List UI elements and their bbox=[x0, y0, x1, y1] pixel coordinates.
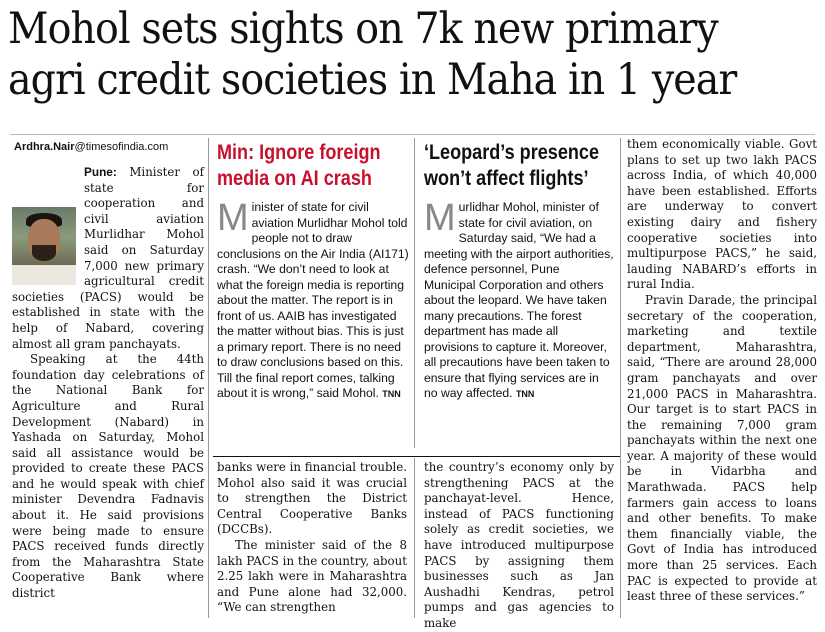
dateline: Pune: bbox=[84, 165, 117, 179]
sidebar-2-headline: ‘Leopard’s presence won’t affect flights’ bbox=[424, 141, 599, 190]
credit: TNN bbox=[515, 389, 535, 399]
dropcap: M bbox=[217, 197, 249, 239]
main-story-paragraph: them economically viable. Govt plans to set up two lakh PACS across India, of which 40,000 have been established. Efforts are underway to convert existing dairy and fishery cooperative societies into multipurpose PACS,” he said, lauding NABARD’s efforts in rural India. bbox=[627, 137, 817, 292]
main-story-paragraph: the country’s economy only by strengthening PACS at the panchayat-level. Hence, instead of PACS functioning solely as credit societies, we have introduced multipurpose PACS by assigning them businesses such as Jan Aushadhi Kendras, petrol pumps and gas agencies to make bbox=[424, 460, 614, 630]
column-divider bbox=[208, 138, 209, 618]
sidebar-1-body: Minister of state for civil aviation Murlidhar Mohol told people not to draw conclusions on the Air India (AI171) crash. “We don’t need to look at what the foreign media is reporting about the matter. The report is in front of us. AAIB has investigated the matter without bias. This is just a primary report. There is no need to draw conclusions based on this. Till the final report comes, talking about it is wrong,” said Mohol. TNN bbox=[217, 197, 409, 400]
main-story-paragraph: Pune: Minister of state for cooperation and civil aviation Murlidhar Mohol said on Saturday 7,000 new primary agricultural credit societies (PACS) would be established in state with the help of Nabard, covering almost all gram panchayats. bbox=[12, 165, 205, 351]
headline-line-1: Mohol sets sights on 7k new primary bbox=[8, 4, 718, 54]
dropcap: M bbox=[424, 197, 456, 239]
sidebar-1-headline: Min: Ignore foreign media on AI crash bbox=[217, 141, 381, 190]
column-divider bbox=[414, 458, 415, 618]
headline bbox=[8, 4, 755, 106]
main-story-column-2 bbox=[217, 460, 407, 618]
column-divider bbox=[414, 138, 415, 448]
headline-rule bbox=[10, 134, 815, 135]
minister-photo bbox=[12, 207, 76, 284]
byline-email: @timesofindia.com bbox=[74, 141, 169, 153]
main-story-paragraph: Speaking at the 44th foundation day celebrations of the National Bank for Agriculture and Rural Development (Nabard) in Yashada on Saturday, Mohol said all assistance would be provided to create these PACS and he would speak with chief minister Devendra Fadnavis about it. He said provisions were being made to ensure PACS received funds directly from the Maharashtra State Cooperative Bank where district bbox=[12, 352, 204, 601]
main-story-paragraph: The minister said of the 8 lakh PACS in the country, about 2.25 lakh were in Maharashtra and Pune alone had 32,000. “We can strengthen bbox=[217, 537, 407, 615]
main-story-paragraph: banks were in financial trouble. Mohol also said it was crucial to strengthen the District Central Cooperative Banks (DCCBs). bbox=[217, 460, 407, 537]
byline bbox=[14, 141, 168, 153]
headline-line-2: agri credit societies in Maha in 1 year bbox=[8, 55, 737, 105]
main-story-paragraph: Pravin Darade, the principal secretary of the cooperation, marketing and textile department, Maharashtra, said, “There are around 28,000 gram panchayats and over 21,000 PACS in Maharashtra. Our target is to start PACS in the remaining 7,000 gram panchayats within the next one year. A majority of these would be in Vidarbha and Marathwada. PACS help farmers gain access to loans and other benefits. To make them financially viable, the Govt of India has introduced more than 25 services. Each PAC is expected to provide at least three of these services.” bbox=[627, 292, 817, 604]
sidebar-2-body: Murlidhar Mohol, minister of state for civil aviation, on Saturday said, “We had a meeting with the airport authorities, defence personnel, Pune Municipal Corporation and others about the leopard. We have taken many precautions. The forest department has made all provisions to capture it. Moreover, all precautions have been taken to ensure that flying services are in no way affected. TNN bbox=[424, 197, 614, 400]
main-story-column-3 bbox=[424, 460, 614, 630]
column-divider bbox=[620, 138, 621, 618]
sidebar-box-bottom-rule bbox=[213, 456, 620, 457]
credit: TNN bbox=[382, 389, 401, 399]
byline-author: Ardhra.Nair bbox=[14, 141, 75, 153]
main-story-column-4 bbox=[627, 137, 817, 618]
